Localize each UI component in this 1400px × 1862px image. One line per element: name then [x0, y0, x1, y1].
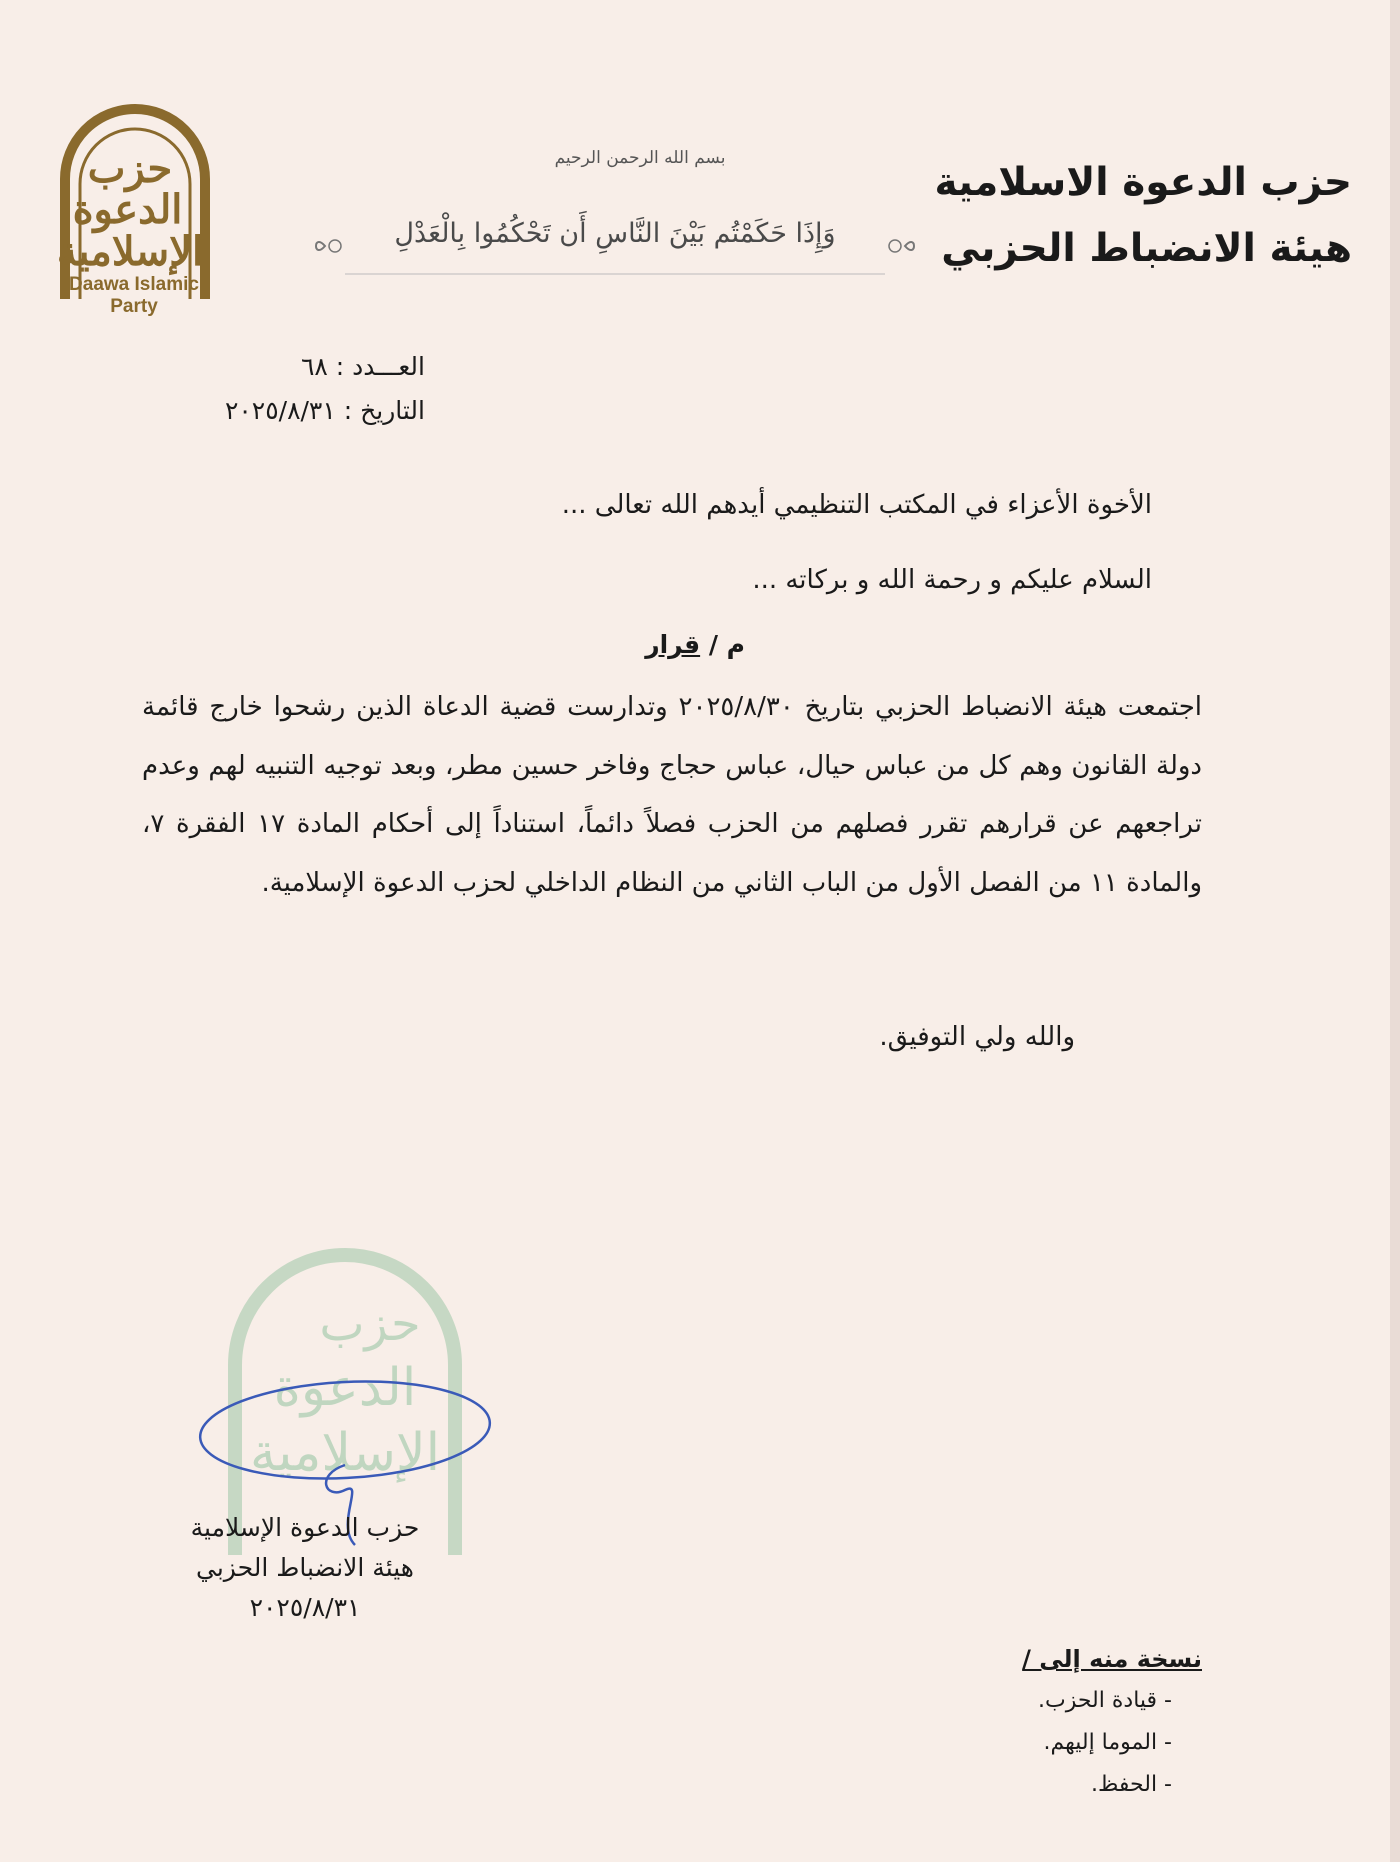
list-item: - قيادة الحزب.: [1038, 1688, 1172, 1713]
svg-text:الدعوة: الدعوة: [273, 1358, 417, 1418]
logo-english: Daawa Islamic Party: [69, 274, 199, 317]
logo-word-3: الإسلامية: [56, 228, 204, 275]
basmala: بسم الله الرحمن الرحيم: [554, 148, 726, 168]
subject-line: [645, 630, 745, 659]
subject: قرار: [645, 630, 701, 659]
signature-committee: هيئة الانضباط الحزبي: [196, 1553, 414, 1582]
party-name: حزب الدعوة الاسلامية: [934, 160, 1352, 205]
reference-date: التاريخ : ٢٠٢٥/٨/٣١: [224, 396, 425, 425]
reference-number: العـــدد : ٦٨: [300, 352, 425, 381]
page-edge: [1390, 0, 1400, 1862]
copies-list: [882, 1638, 1202, 1806]
list-item: - الحفظ.: [1091, 1772, 1172, 1797]
list-item: - الموما إليهم.: [1043, 1730, 1172, 1755]
svg-text:حزب: حزب: [319, 1296, 421, 1352]
greeting: الأخوة الأعزاء في المكتب التنظيمي أيدهم الله تعالى ...: [561, 490, 1152, 520]
copies-title: نسخة منه إلى /: [1022, 1645, 1202, 1673]
decision-body: اجتمعت هيئة الانضباط الحزبي بتاريخ ٢٠٢٥/٨/٣٠ وتدارست قضية الدعاة الذين رشحوا خارج قائمة دولة القانون وهم كل من عباس حيال، عباس حجاج وفاخر حسين مطر، وبعد توجيه التنبيه لهم وعدم تراجعهم عن قرارهم تقرر فصلهم من الحزب فصلاً دائماً، استناداً إلى أحكام المادة ١٧ الفقرة ٧، والمادة ١١ من الفصل الأول من الباب الثاني من النظام الداخلي لحزب الدعوة الإسلامية.: [142, 692, 1202, 898]
subject-prefix: م /: [708, 630, 745, 659]
salutation: السلام عليكم و رحمة الله و بركاته ...: [752, 565, 1152, 595]
quran-verse: وَإِذَا حَكَمْتُم بَيْنَ النَّاسِ أَن تَحْكُمُوا بِالْعَدْلِ: [394, 218, 836, 249]
signature-party: حزب الدعوة الإسلامية: [190, 1513, 420, 1542]
logo-word-1: حزب: [87, 145, 173, 192]
signature-date: ٢٠٢٥/٨/٣١: [249, 1593, 361, 1622]
letterhead: [932, 150, 1352, 282]
svg-text:الإسلامية: الإسلامية: [249, 1423, 441, 1483]
reference-block: [145, 345, 425, 433]
logo-word-2: الدعوة: [72, 186, 183, 233]
signature-block: [150, 1508, 460, 1628]
closing-line: والله ولي التوفيق.: [879, 1022, 1075, 1052]
committee-name: هيئة الانضباط الحزبي: [941, 226, 1352, 271]
